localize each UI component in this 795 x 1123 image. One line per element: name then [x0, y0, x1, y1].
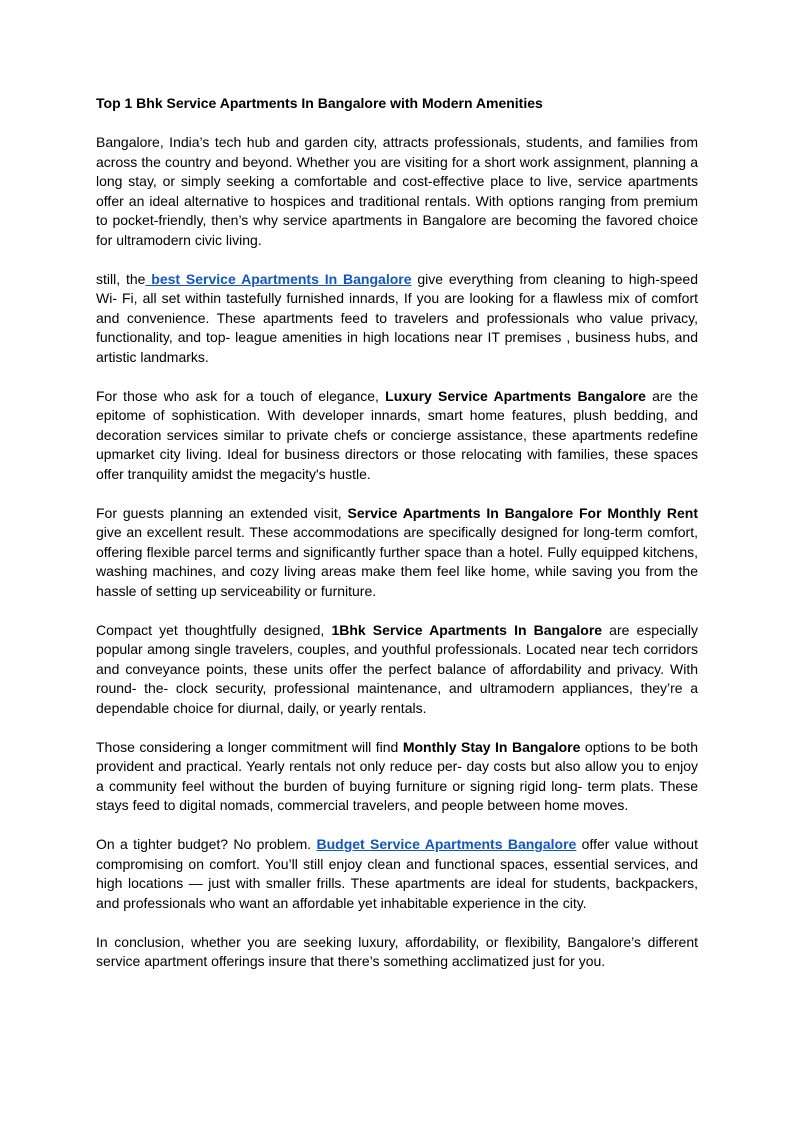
paragraph-text: still, the — [96, 270, 146, 287]
keyword-monthly-stay: Monthly Stay In Bangalore — [402, 738, 581, 755]
paragraph-text: options to be both provident and practical. Yearly rentals not only reduce per- day costs but also allow you to enjoy a community feel without the burden of buying furniture or signing rigid long- term plats. These stays feed to digital nomads, commercial travelers, and people between home moves. — [96, 738, 698, 813]
paragraph-text: Those considering a longer commitment will find — [96, 738, 403, 755]
keyword-monthly-rent: Service Apartments In Bangalore For Monthly Rent — [347, 504, 699, 521]
paragraph-text: give an excellent result. These accommodations are specifically designed for long-term comfort, offering flexible parcel terms and significantly further space than a hotel. Fully equipped kitchens, washing machines, and cozy living areas make them feel like home, while saving you from the hassle of setting up serviceability or furniture. — [96, 524, 698, 599]
paragraph-best-service — [96, 270, 698, 368]
paragraph-text: are the epitome of sophistication. With developer innards, smart home features, plush bedding, and decoration services similar to private chefs or concierge assistance, these apartments redefine upmarket city living. Ideal for business directors or those relocating with families, these spaces offer tranquility amidst the megacity's hustle. — [96, 387, 698, 482]
paragraph-text: give everything from cleaning to high-speed Wi- Fi, all set within tastefully furnished innards, If you are looking for a flawless mix of comfort and convenience. These apartments feed to travelers and professionals who value privacy, functionality, and top- league amenities in high locations near IT premises , business hubs, and artistic landmarks. — [96, 270, 699, 365]
paragraph-text: Compact yet thoughtfully designed, — [96, 621, 332, 638]
paragraph-text: Bangalore, India’s tech hub and garden city, attracts professionals, students, and families from across the country and beyond. Whether you are visiting for a short work assignment, planning a long stay, or simply seeking a comfortable and cost-effective place to live, service apartments offer an ideal alternative to hospices and traditional rentals. With options ranging from premium to pocket-friendly, then’s why service apartments in Bangalore are becoming the favored choice for ultramodern civic living. — [96, 134, 698, 248]
paragraph-intro — [96, 133, 698, 250]
paragraph-luxury — [96, 387, 698, 485]
paragraph-monthly-rent — [96, 504, 698, 602]
paragraph-text: offer value without compromising on comfort. You’ll still enjoy clean and functional spaces, essential services, and high locations — just with smaller frills. These apartments are ideal for students, backpackers, and professionals who want an affordable yet inhabitable experience in the city. — [96, 836, 698, 911]
paragraph-text: For guests planning an extended visit, — [96, 504, 348, 521]
paragraph-text: For those who ask for a touch of elegance, — [96, 387, 386, 404]
budget-service-apartments-link[interactable]: Budget Service Apartments Bangalore — [316, 836, 577, 852]
document-page — [96, 94, 698, 991]
best-service-apartments-link[interactable]: best Service Apartments In Bangalore — [145, 270, 412, 287]
paragraph-text: are especially popular among single travelers, couples, and youthful professionals. Located near tech corridors and conveyance points, these units offer the perfect balance of affordability and privacy. With round- the- clock security, professional maintenance, and ultramodern appliances, they’re a dependable choice for diurnal, daily, or yearly rentals. — [96, 621, 698, 716]
paragraph-text: In conclusion, whether you are seeking luxury, affordability, or flexibility, Bangalore’s different service apartment offerings insure that there’s something acclimatized just for you. — [96, 933, 698, 969]
paragraph-1bhk — [96, 621, 698, 719]
document-title: Top 1 Bhk Service Apartments In Bangalore with Modern Amenities — [96, 95, 543, 111]
keyword-1bhk: 1Bhk Service Apartments In Bangalore — [331, 621, 603, 638]
keyword-luxury: Luxury Service Apartments Bangalore — [385, 387, 646, 404]
paragraph-monthly-stay — [96, 738, 698, 816]
paragraph-budget — [96, 835, 698, 913]
paragraph-conclusion — [96, 933, 698, 972]
paragraph-text: On a tighter budget? No problem. — [96, 836, 317, 852]
